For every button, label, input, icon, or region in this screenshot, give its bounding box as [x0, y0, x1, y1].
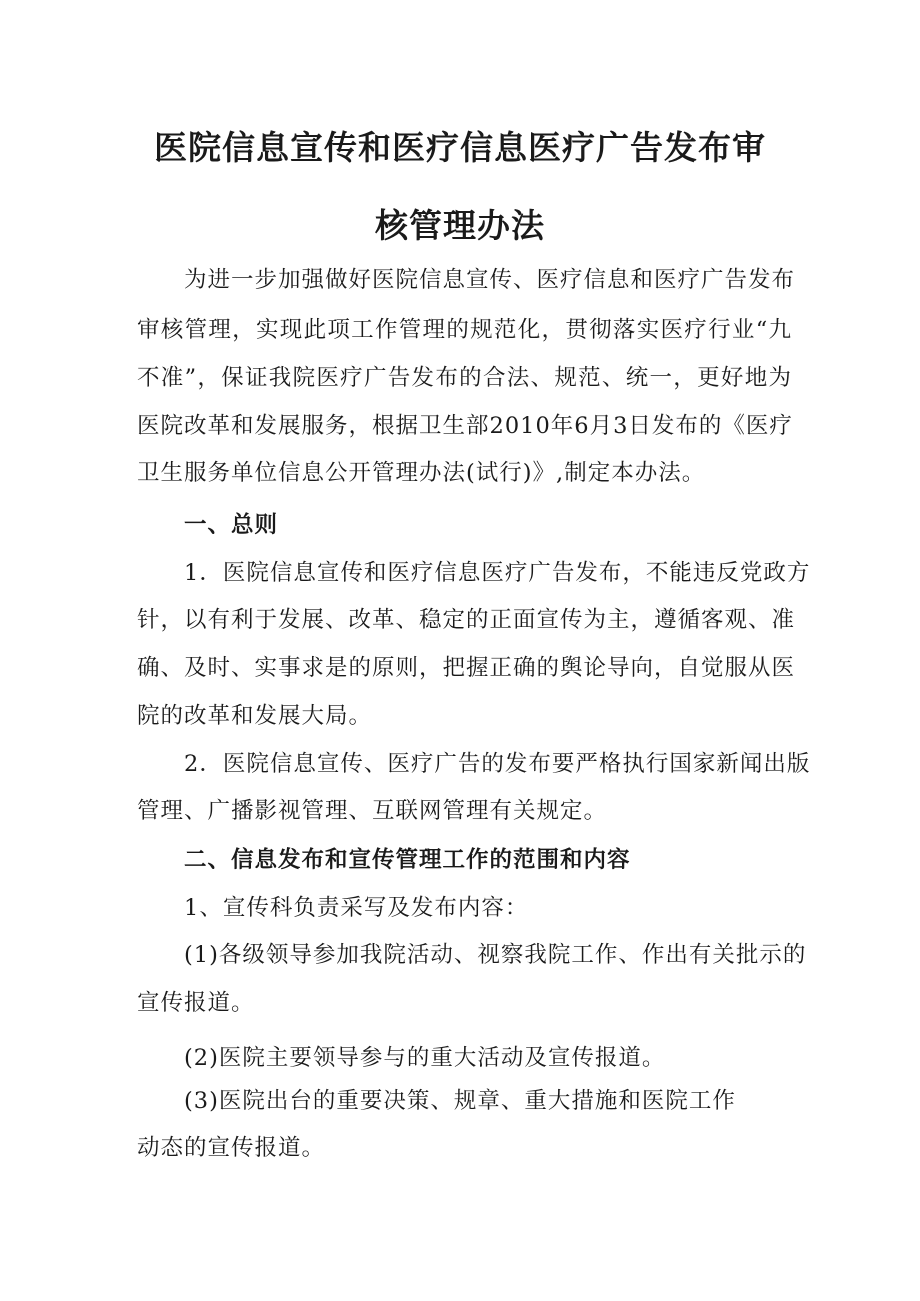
- intro-line: 医院改革和发展服务，根据卫生部2010年6月3日发布的《医疗: [137, 413, 793, 439]
- intro-line: 卫生服务单位信息公开管理办法(试行)》,制定本办法。: [137, 460, 706, 486]
- point-3-line: 动态的宣传报道。: [137, 1135, 326, 1161]
- intro-line: 为进一步加强做好医院信息宣传、医疗信息和医疗广告发布: [184, 267, 796, 293]
- intro-line: 审核管理，实现此项工作管理的规范化，贯彻落实医疗行业“九: [137, 317, 792, 343]
- point-1-line: 宣传报道。: [137, 990, 255, 1016]
- sub-heading-publicity-dept: 1、宣传科负责采写及发布内容：: [184, 895, 529, 921]
- point-2-line: (2)医院主要领导参与的重大活动及宣传报道。: [184, 1045, 666, 1071]
- section-heading-scope: 二、信息发布和宣传管理工作的范围和内容: [184, 847, 631, 873]
- document-title-line-1: 医院信息宣传和医疗信息医疗广告发布审: [154, 128, 766, 167]
- item-1-line: 确、及时、实事求是的原则，把握正确的舆论导向，自觉服从医: [137, 655, 796, 681]
- item-2-line: 管理、广播影视管理、互联网管理有关规定。: [137, 798, 608, 824]
- point-3-line: (3)医院出台的重要决策、规章、重大措施和医院工作: [184, 1088, 736, 1114]
- point-1-line: (1)各级领导参加我院活动、视察我院工作、作出有关批示的: [184, 942, 807, 968]
- item-1-line: 院的改革和发展大局。: [137, 703, 373, 729]
- item-1-line: 1．医院信息宣传和医疗信息医疗广告发布，不能违反党政方: [184, 560, 811, 586]
- item-1-line: 针，以有利于发展、改革、稳定的正面宣传为主，遵循客观、准: [137, 607, 796, 633]
- document-title-line-2: 核管理办法: [375, 206, 545, 245]
- intro-line: 不准”，保证我院医疗广告发布的合法、规范、统一，更好地为: [137, 365, 792, 391]
- item-2-line: 2．医院信息宣传、医疗广告的发布要严格执行国家新闻出版: [184, 751, 811, 777]
- section-heading-general: 一、总则: [184, 512, 279, 538]
